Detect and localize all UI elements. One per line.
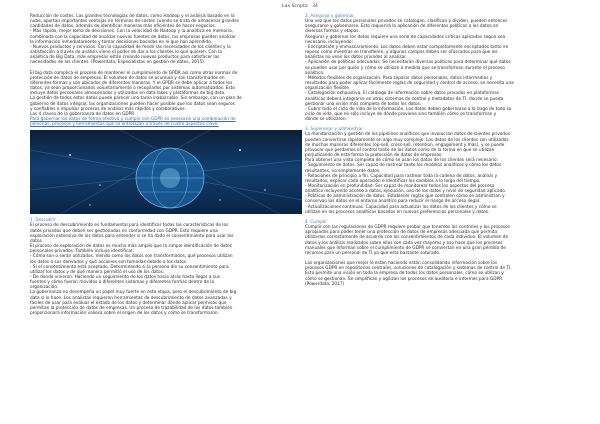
text-line: - Políticas de administración de datos. Establecer reglas que controlen cómo se administran y [305,194,505,200]
text-line: resultantes, no simplemente datos. [305,168,381,174]
text-line: nube, aportan importantes ventajas en términos de costes cuando se trata de almacenar grandes [30,19,240,25]
supervise-section-body [305,132,577,215]
big-data-paragraph [30,71,302,128]
text-line: La gobernanza no desempeña un papel muy fuerte en esta etapa, pero el descubrimiento de big [30,290,237,296]
citation-line: (Powerdata, 2017) [305,281,345,287]
text-line: - Si el consentimiento está aceptado. Determinando si la persona dio su consentimiento para [30,264,229,270]
text-line: resultados, explicar cada operación e identificar los cambios a lo largo del tiempo. [305,178,481,184]
text-line: Cumplir con las regulaciones de GDPR requiere probar que tenemos los controles y los procesos [305,225,510,231]
text-line: El proceso de exploración de datos es mucho más amplio que la simple identificación de datos [30,244,232,250]
text-line: permitan la protección de datos de empresas. Un proceso de trazabilidad de los datos también [30,305,233,311]
discover-section-body [30,223,302,316]
text-line: asegurarse y gobernarse. Esto requerirá la aplicación de diferentes políticas a los datos en [305,24,499,30]
text-line: provocar que perdamos el control tanto de los datos como de la forma en que se utilizan [305,147,495,153]
text-line: apropiados para poder tener una protección de datos de empresas adecuada que permita [305,230,498,236]
book-title: Lax Scripta [282,4,308,9]
text-line: organización. [30,285,59,291]
text-line: - Catalogación exhaustiva. El catálogo de información sobre datos privados en plataformas [305,91,499,97]
text-line: - Más rápido, mejor toma de decisiones. Con la velocidad de Hadoop y la analítica en memoria, [30,29,234,35]
text-line: El proceso de descubrimiento es fundamental para identificar todas las características de los [30,223,229,229]
text-line: manuales que informan sobre el cumplimiento de GDPR se conviertan en una gran pérdida de [305,245,506,251]
text-line: data sí lo hace. Los analistas requieren herramientas de descubrimiento de datos avanzadas y [30,295,232,301]
text-line: se pueden usar por quién y cómo se utilizan a medida que se transforman durante el proceso [305,65,505,71]
text-line: gobierno de datos integral, las organizaciones pueden hacer posible que los datos sean seguros [30,101,235,107]
text-line: y confiables e impulsar procesos de análisis más rápidos y colaborativos. [30,106,186,112]
text-line: analistas no vean los datos privados al analizar. [305,55,407,61]
text-line: proporcionará información valiosa sobre el origen de los datos y cómo se transformaron. [30,311,219,317]
text-line: - Actualizaciones continuas. Capacidad para actualizar los datos de los clientes y cómo se [305,204,497,210]
text-line: Esto permite una visión en toda la empresa de todos los datos personales, cómo se utilizan y [305,271,504,277]
text-line: utilizarlos correctamente de acuerdo con los consentimientos de cada individuo. El volumen de [305,235,509,241]
section-title-comply: 4. Cumplir [305,219,328,225]
text-line: analítico incluyendo acceso a datos, ejecución, uso de los datos y nivel de seguridad aplicado. [305,189,507,195]
text-line: procesos GDPR en repositorios centrales, soluciones de catalogación y sistemas de control de TI. [305,266,512,272]
text-line: datos. [30,238,44,244]
text-line: gestionar una visión más completa de todos los datos. [305,101,422,107]
section-title-discover: 1. Descubrir [30,218,56,224]
text-line: diferentes formas y son ubicados de diferentes maneras. Y el GPDR se debe aplicar a todos los [30,80,233,86]
text-line: conservan los datos en el entorno analítico para reducir el riesgo de acceso ilegal. [305,199,481,205]
text-line: - De donde vinieron. Haciendo un seguimiento de los datos hacia atrás hasta llegar a sus [30,275,220,280]
text-line: combinada con la capacidad de analizar nuevas fuentes de datos, las empresas pueden analizar [30,34,236,40]
text-line: exploración extensiva de los datos para entender si se ha dado el consentimiento para usar los [30,233,234,239]
text-line: - Relaciones de principio a fin. Capacidad para rastrear toda la cadena de datos, análisis y [305,173,498,179]
text-line: resultados para poder aplicar fácilmente reglas de seguridad y control de acceso, se necesita una [305,81,514,87]
underlined-intro-line: personas, procesos y herramientas que se entrelazan a través de cuatro aspectos clave: [30,122,219,128]
closing-paragraph [305,261,577,287]
text-line: - Monitorización en profundidad. Ser capaz de monitorear todos los aspectos del proceso [305,184,495,189]
text-line: Para obtener una vista completa de cómo se usan los datos de los clientes será necesario: [305,158,499,164]
right-column [305,14,577,287]
text-line: - Seguimiento de datos. Ser capaz de rastrear tanto los modelos analíticos y cómo los datos [305,163,502,169]
text-line: datos, ya sean proporcionados voluntariamente o recopilados por sistemas automatizados. Esto [30,86,235,92]
text-line: dónde se utilizaron. [305,117,347,123]
underlined-intro-line: Para gobernar los datos de forma efectiva y cumplir con GDPR es necesario una combinación de [30,116,236,122]
running-header [0,4,600,9]
text-line: necesidades de los clientes. (Powerdata, Especialistas en gestión de datos, 2015). [30,60,206,66]
text-line: recursos para un personal de TI ya que está bastante saturado. [305,250,441,256]
text-line: cómo se gestionan. Se simplifican y agilizan los procesos de auditoría e informes para GDPR. [305,276,504,282]
text-line: - Aplicación de políticas adecuadas. Se necesitarán diversas políticas para determinar qué datos [305,60,511,66]
left-column [30,14,302,316]
text-line: - Cubrir todo el ciclo de vida de la información. Los datos deben gobernarse a lo largo de todo su [305,106,512,112]
text-line: la información inmediatamente y tomar decisiones basadas en lo que han aprendido. [30,39,213,45]
text-line: personales privados. También incluye identificar: [30,249,134,255]
text-line: - Cómo son o serán utilizados. Viendo como los datos son transformados, qué procesos utilizan [30,254,233,260]
text-line: protección de datos de empresas. El volumen de datos se acumula y son transformados en [30,75,225,81]
text-line: organización flexible. [305,86,351,92]
text-line: fuentes y cómo fueron movidos a diferentes sistemas y diferentes formas dentro de la [30,280,215,286]
intro-paragraph [30,14,302,66]
text-line: los datos o sus derivados y qué acciones son tomadas debido a los datos. [30,259,188,265]
text-line: fáciles de usar para evaluar el estado de los datos y determinar dónde aplicar permisos que [30,300,227,306]
text-line: Las organizaciones que mejor lo están haciendo están consolidando información sobre los [305,261,498,267]
text-line: utilizan en los procesos analíticos basados en nuevas preferencias personales y datos. [305,209,490,215]
text-line: diversas formas y etapas. [305,29,360,35]
data-globe-image [30,130,302,214]
text-line: satisfacción a través de análisis viene el poder de dar a los clientes lo que quieren. Con la [30,50,222,56]
text-line: incluye datos personales almacenados y utilizados en data lakes y plataformas de big data. [30,91,226,97]
text-line: reposo como mientras se transfieren, y algunos campos deben ser ofuscados para que los [305,50,498,56]
section-title-secure-govern: 2. Asegurar y gobernar [305,14,355,19]
text-line: cantidades de datos, además de identificar maneras más eficientes de hacer negocios. [30,24,216,30]
text-line: Reducción de costes. Las grandes tecnologías de datos, como Hadoop y el análisis basado en la [30,14,235,19]
page-number: 34 [312,4,318,9]
keys-heading: Las 4 claves de la gobernanza de datos en GDPR [30,111,135,117]
text-line: analíticas deberá integrarse en otros sistemas de control y metadatos de TI, donde se pueda [305,96,504,102]
text-line: pueden convertirse rápidamente en algo muy complejo. Los datos de los clientes son utilizados [305,137,509,143]
text-line: de muchas maneras diferentes (op-sell, cross-sell, retention, engagement y más), y se puede [305,142,505,148]
text-line: ciclo de vida, que no sólo incluye de dónde proviene sino también cómo se transforman y [305,111,497,117]
secure-section-body [305,19,577,122]
text-line: perjudicando de esta forma la protección de datos de empresas. [305,153,443,159]
text-line: La monitorización y gestión de los pipelines analíticos que involucran datos de clientes privados [305,132,510,138]
text-line: La gestión de todos estos datos puede parecer una tarea inabarcable. Sin embargo, con un plan de [30,96,242,102]
text-line: utilizar los datos y de qué manera permitió el uso de los datos. [30,269,165,275]
text-line: - Encriptación y enmascaramiento. Los datos deben estar completamente encriptados tanto en [305,44,509,50]
section-title-supervise: 3. Supervisar y administrar [305,127,363,133]
text-line: datos privados que deben ser gestionadas en conformidad con GDPR. Esto requiere una [30,228,218,234]
text-line: analítico. [305,70,325,76]
text-line: - Nuevos productos y servicios. Con la capacidad de medir las necesidades de los clientes y la [30,44,231,50]
comply-section-body [305,225,577,256]
text-line: analítica de Big Data, más empresas están creando nuevos productos para satisfacer las [30,55,220,61]
text-line: Una vez que los datos personales privados se catalogan, clasifican y dividen, pueden entonces [305,19,508,25]
text-line: El big data complica el proceso de mantener el cumplimiento de GPDR así como otras normas de [30,70,238,76]
text-line: - Métodos flexibles de organización. Para separar datos personales, datos intermedios y [305,75,493,81]
text-line: datos y los análisis realizados sobre ellos son cada vez mayores y eso hace que los procesos [305,240,503,246]
text-line: necesario, incluyendo: [305,39,353,45]
text-line: Asegurar y gobernar los datos requiere una serie de capacidades críticas aplicadas según sea [305,34,506,40]
